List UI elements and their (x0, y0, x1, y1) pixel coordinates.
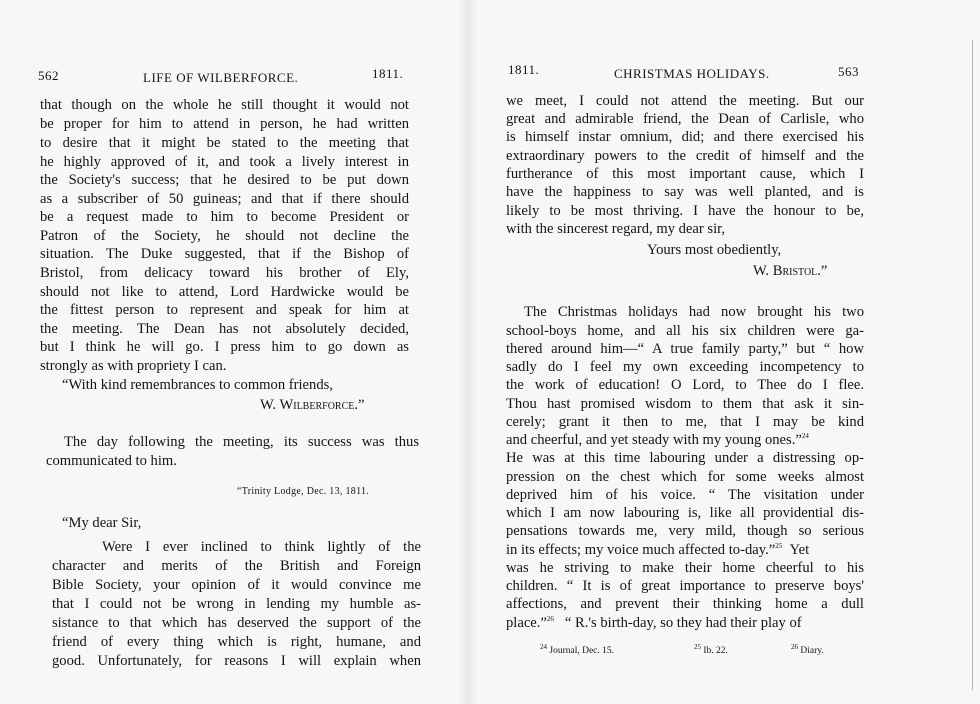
text-line: the work of education! O Lord, to Thee do I flee. (506, 377, 864, 393)
text-line: that though on the whole he still thought it would not (40, 97, 409, 113)
text-line: Bible Society, your opinion of it would convince me (52, 577, 421, 593)
text-line: as a subscriber of 50 guineas; and that if there should (40, 191, 409, 207)
letter-closing: “With kind remembrances to common friends, (62, 377, 333, 393)
text-line: the meeting. The Dean has not absolutely decided, (40, 321, 409, 337)
text-line (506, 614, 802, 633)
text-line: children. “ It is of great importance to preserve boys' (506, 578, 864, 594)
right-year: 1811. (508, 62, 540, 77)
text-line: he highly approved of it, and took a lively interest in (40, 154, 409, 170)
text-line: but I think he will go. I press him to go down as (40, 339, 409, 355)
footnote-ref: 26 (546, 615, 554, 624)
right-page (470, 0, 980, 704)
text-line: pression on the chest which for some weeks almost (506, 469, 864, 485)
text-line-part: and cheerful, and yet steady with my young ones.” (506, 432, 802, 448)
text-line: with the sincerest regard, my dear sir, (506, 221, 726, 237)
text-line: Were I ever inclined to think lightly of the (102, 539, 421, 555)
text-line-part: in its effects; my voice much affected to-day.” (506, 542, 776, 558)
text-line: Bristol, from delicacy toward his brother of Ely, (40, 265, 409, 281)
text-line: we meet, I could not attend the meeting. But our (506, 93, 864, 109)
text-line: school-boys home, and all his six children were ga- (506, 323, 864, 339)
text-line: great and admirable friend, the Dean of Carlisle, who (506, 111, 864, 127)
text-line: good. Unfortunately, for reasons I will explain when (52, 653, 421, 669)
letter-dateline: “Trinity Lodge, Dec. 13, 1811. (237, 486, 370, 497)
footnote-text: Diary. (800, 646, 824, 656)
letter-closing: Yours most obediently, (647, 242, 782, 258)
right-running-head: CHRISTMAS HOLIDAYS. (614, 66, 770, 81)
text-line: should not like to attend, Lord Hardwicke would be (40, 284, 409, 300)
text-line: He was at this time labouring under a distressing op- (506, 450, 864, 466)
text-line: furtherance of this most important cause, which I (506, 166, 864, 182)
footnote-mark: 25 (694, 642, 701, 651)
footnote (694, 642, 728, 656)
text-line: The Christmas holidays had now brought his two (524, 304, 864, 320)
text-line: communicated to him. (46, 453, 177, 469)
text-line: friend of every thing which is right, humane, and (52, 634, 421, 650)
text-line: The day following the meeting, its success was thus (64, 434, 419, 450)
text-line: sadly do I feel my own exceeding incompetency to (506, 359, 864, 375)
text-line: the Society's success; that he desired to be put down (40, 172, 409, 188)
text-line: extraordinary powers to the credit of himself and the (506, 148, 864, 164)
text-line: the fittest person to represent and speak for him at (40, 302, 409, 318)
text-line: which I am now labouring is, like all providential dis- (506, 505, 864, 521)
signature: W. Wilberforce.” (260, 397, 365, 413)
footnote-text: Ib. 22. (703, 646, 728, 656)
text-line: that I could not be wrong in lending my humble as- (52, 596, 421, 612)
text-line: is himself instar omnium, did; and there exercised his (506, 129, 864, 145)
text-line: deprived him of his voice. “ The visitation under (506, 487, 864, 503)
text-line-part: “ R.'s birth-day, so they had their play of (564, 615, 802, 631)
text-line-part: place.” (506, 615, 547, 631)
footnote (791, 642, 824, 656)
signature: W. Bristol.” (753, 263, 828, 279)
footnote-ref: 25 (775, 542, 783, 551)
text-line: cerely; grant it then to me, that I may be kind (506, 414, 864, 430)
text-line-part: Yet (789, 542, 810, 558)
text-line (506, 431, 809, 450)
footnote-mark: 24 (540, 642, 547, 651)
text-line (506, 541, 809, 560)
letter-salutation: “My dear Sir, (62, 515, 142, 531)
footnote-ref: 24 (801, 432, 809, 441)
right-page-number: 563 (838, 64, 859, 79)
text-line: to desire that it might be stated to the meeting that (40, 135, 409, 151)
text-line: was he striving to make their home cheerful to his (506, 560, 864, 576)
footnote-text: Journal, Dec. 15. (549, 646, 615, 656)
left-page (0, 0, 470, 704)
text-line: Patron of the Society, he should not decline the (40, 228, 409, 244)
text-line: affections, and prevent their thinking home a dull (506, 596, 864, 612)
text-line: situation. The Duke suggested, that if the Bishop of (40, 246, 409, 262)
text-line: likely to be most thriving. I have the honour to be, (506, 203, 864, 219)
footnote (540, 642, 615, 656)
left-running-head: LIFE OF WILBERFORCE. (143, 70, 299, 85)
text-line: sistance to that which has deserved the support of the (52, 615, 421, 631)
text-line: be a request made to him to become President or (40, 209, 409, 225)
left-page-number: 562 (38, 68, 59, 83)
text-line: be proper for him to attend in person, he had written (40, 116, 409, 132)
text-line: pensations towards me, very mild, though so serious (506, 523, 864, 539)
text-line: strongly as with propriety I can. (40, 358, 227, 374)
text-line: thered around him—“ A true family party,” but “ how (506, 341, 864, 357)
text-line: Thou hast promised wisdom to them that ask it sin- (506, 396, 864, 412)
text-line: have the happiness to say was well planted, and is (506, 184, 864, 200)
footnote-mark: 26 (791, 642, 798, 651)
left-year: 1811. (372, 66, 404, 81)
text-line: character and merits of the British and Foreign (52, 558, 421, 574)
